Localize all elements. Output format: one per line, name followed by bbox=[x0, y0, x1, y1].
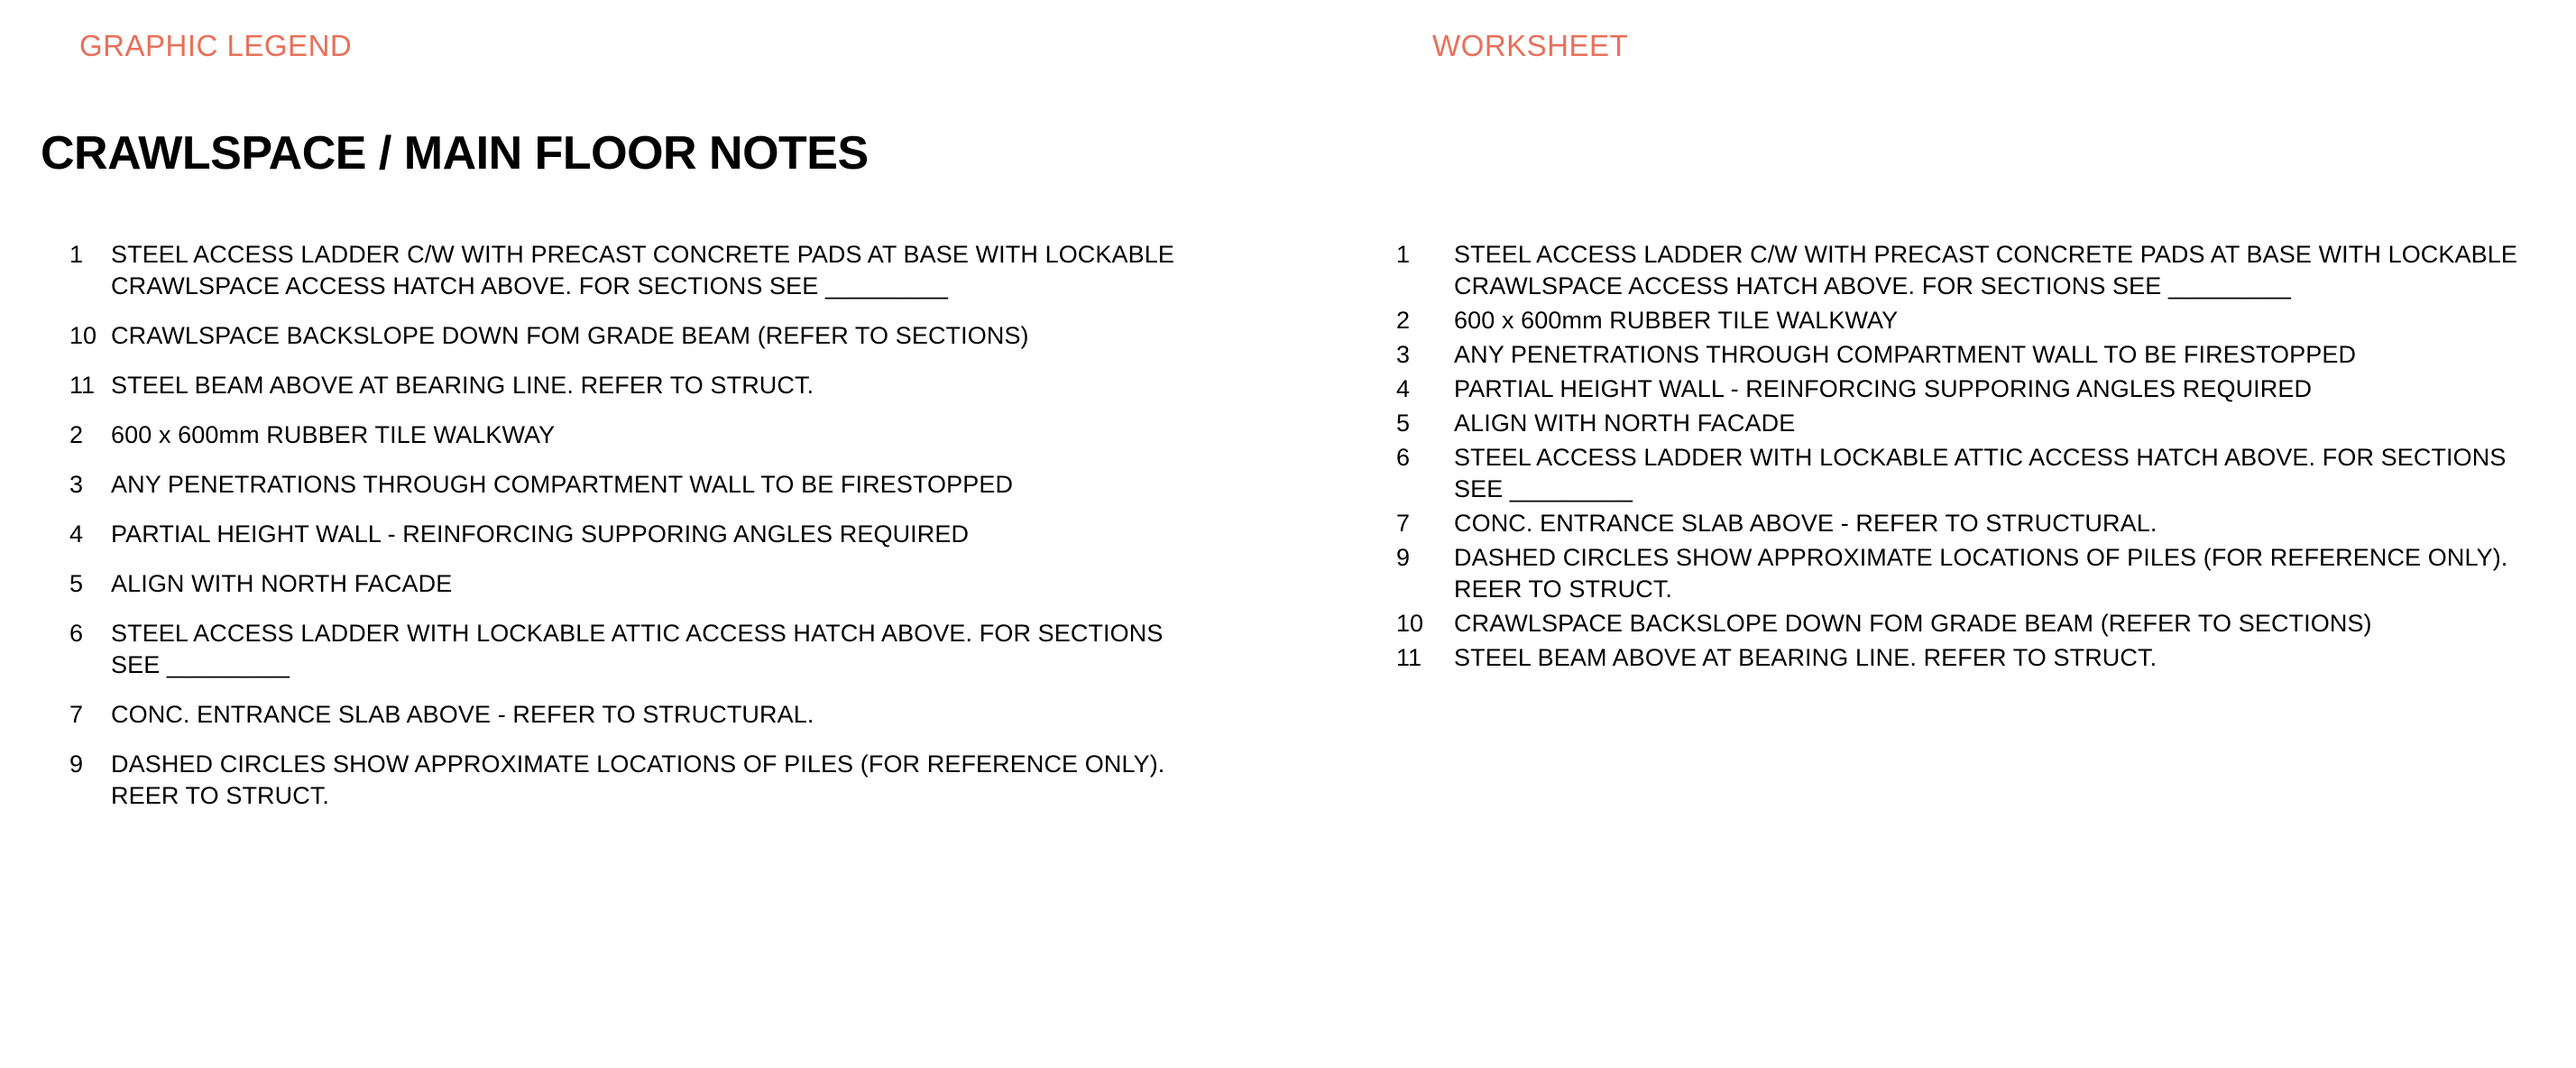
note-text: ANY PENETRATIONS THROUGH COMPARTMENT WALL TO BE FIRESTOPPED bbox=[1454, 341, 2357, 368]
note-number: 5 bbox=[1396, 410, 1411, 437]
list-item bbox=[41, 618, 1249, 681]
worksheet-note-list bbox=[1380, 239, 2535, 677]
list-item bbox=[41, 568, 1249, 600]
note-text: 600 x 600mm RUBBER TILE WALKWAY bbox=[1454, 307, 1899, 334]
list-item bbox=[1380, 508, 2535, 539]
list-item bbox=[41, 419, 1249, 451]
list-item bbox=[41, 699, 1249, 731]
note-number: 7 bbox=[69, 701, 84, 728]
note-text: CRAWLSPACE BACKSLOPE DOWN FOM GRADE BEAM (REFER TO SECTIONS) bbox=[1454, 610, 2372, 637]
note-text: ANY PENETRATIONS THROUGH COMPARTMENT WALL TO BE FIRESTOPPED bbox=[111, 471, 1014, 498]
list-item bbox=[1380, 373, 2535, 405]
note-number: 4 bbox=[1396, 375, 1411, 402]
note-text: STEEL ACCESS LADDER WITH LOCKABLE ATTIC ACCESS HATCH ABOVE. FOR SECTIONS SEE _________ bbox=[1454, 444, 2507, 502]
note-number: 10 bbox=[69, 322, 97, 349]
worksheet-label: WORKSHEET bbox=[1432, 29, 1629, 62]
list-item bbox=[1380, 642, 2535, 674]
list-item bbox=[1380, 305, 2535, 336]
note-number: 2 bbox=[1396, 307, 1411, 334]
list-item bbox=[1380, 608, 2535, 640]
page-title: CRAWLSPACE / MAIN FLOOR NOTES bbox=[41, 127, 869, 180]
note-text: PARTIAL HEIGHT WALL - REINFORCING SUPPORING ANGLES REQUIRED bbox=[111, 520, 970, 548]
list-item bbox=[1380, 239, 2535, 302]
list-item bbox=[41, 749, 1249, 812]
note-text: ALIGN WITH NORTH FACADE bbox=[1454, 410, 1796, 437]
note-text: DASHED CIRCLES SHOW APPROXIMATE LOCATIONS OF PILES (FOR REFERENCE ONLY). REER TO STRUCT. bbox=[1454, 544, 2508, 603]
note-number: 11 bbox=[69, 372, 96, 399]
list-item bbox=[41, 469, 1249, 501]
graphic-legend-note-list bbox=[41, 239, 1249, 830]
note-number: 3 bbox=[1396, 341, 1411, 368]
list-item bbox=[41, 519, 1249, 550]
note-number: 11 bbox=[1396, 644, 1422, 671]
note-number: 6 bbox=[1396, 444, 1411, 471]
note-number: 9 bbox=[69, 750, 84, 778]
note-text: STEEL ACCESS LADDER C/W WITH PRECAST CONCRETE PADS AT BASE WITH LOCKABLE CRAWLSPACE ACCESS HATCH ABOVE. FOR SECTIONS SEE _________ bbox=[111, 241, 1174, 299]
note-text: CRAWLSPACE BACKSLOPE DOWN FOM GRADE BEAM (REFER TO SECTIONS) bbox=[111, 322, 1029, 349]
list-item bbox=[41, 239, 1249, 302]
note-number: 6 bbox=[69, 620, 84, 647]
note-number: 10 bbox=[1396, 610, 1424, 637]
note-text: ALIGN WITH NORTH FACADE bbox=[111, 570, 453, 597]
list-item bbox=[1380, 339, 2535, 371]
note-number: 3 bbox=[69, 471, 84, 498]
note-number: 9 bbox=[1396, 544, 1411, 571]
note-text: 600 x 600mm RUBBER TILE WALKWAY bbox=[111, 421, 556, 448]
note-number: 4 bbox=[69, 520, 84, 548]
note-number: 1 bbox=[1396, 241, 1411, 268]
note-text: CONC. ENTRANCE SLAB ABOVE - REFER TO STRUCTURAL. bbox=[1454, 510, 2157, 537]
note-text: STEEL BEAM ABOVE AT BEARING LINE. REFER TO STRUCT. bbox=[111, 372, 814, 399]
note-text: PARTIAL HEIGHT WALL - REINFORCING SUPPORING ANGLES REQUIRED bbox=[1454, 375, 2313, 402]
note-text: CONC. ENTRANCE SLAB ABOVE - REFER TO STRUCTURAL. bbox=[111, 701, 814, 728]
note-number: 1 bbox=[69, 241, 84, 268]
list-item bbox=[1380, 542, 2535, 605]
note-text: STEEL ACCESS LADDER WITH LOCKABLE ATTIC ACCESS HATCH ABOVE. FOR SECTIONS SEE _________ bbox=[111, 620, 1164, 678]
graphic-legend-label: GRAPHIC LEGEND bbox=[79, 29, 353, 62]
note-text: DASHED CIRCLES SHOW APPROXIMATE LOCATIONS OF PILES (FOR REFERENCE ONLY). REER TO STRUCT. bbox=[111, 750, 1165, 809]
note-number: 2 bbox=[69, 421, 84, 448]
list-item bbox=[1380, 442, 2535, 505]
list-item bbox=[1380, 408, 2535, 439]
note-number: 7 bbox=[1396, 510, 1411, 537]
note-text: STEEL ACCESS LADDER C/W WITH PRECAST CONCRETE PADS AT BASE WITH LOCKABLE CRAWLSPACE ACCESS HATCH ABOVE. FOR SECTIONS SEE _________ bbox=[1454, 241, 2517, 299]
note-text: STEEL BEAM ABOVE AT BEARING LINE. REFER TO STRUCT. bbox=[1454, 644, 2157, 671]
list-item bbox=[41, 370, 1249, 401]
note-number: 5 bbox=[69, 570, 84, 597]
list-item bbox=[41, 320, 1249, 352]
